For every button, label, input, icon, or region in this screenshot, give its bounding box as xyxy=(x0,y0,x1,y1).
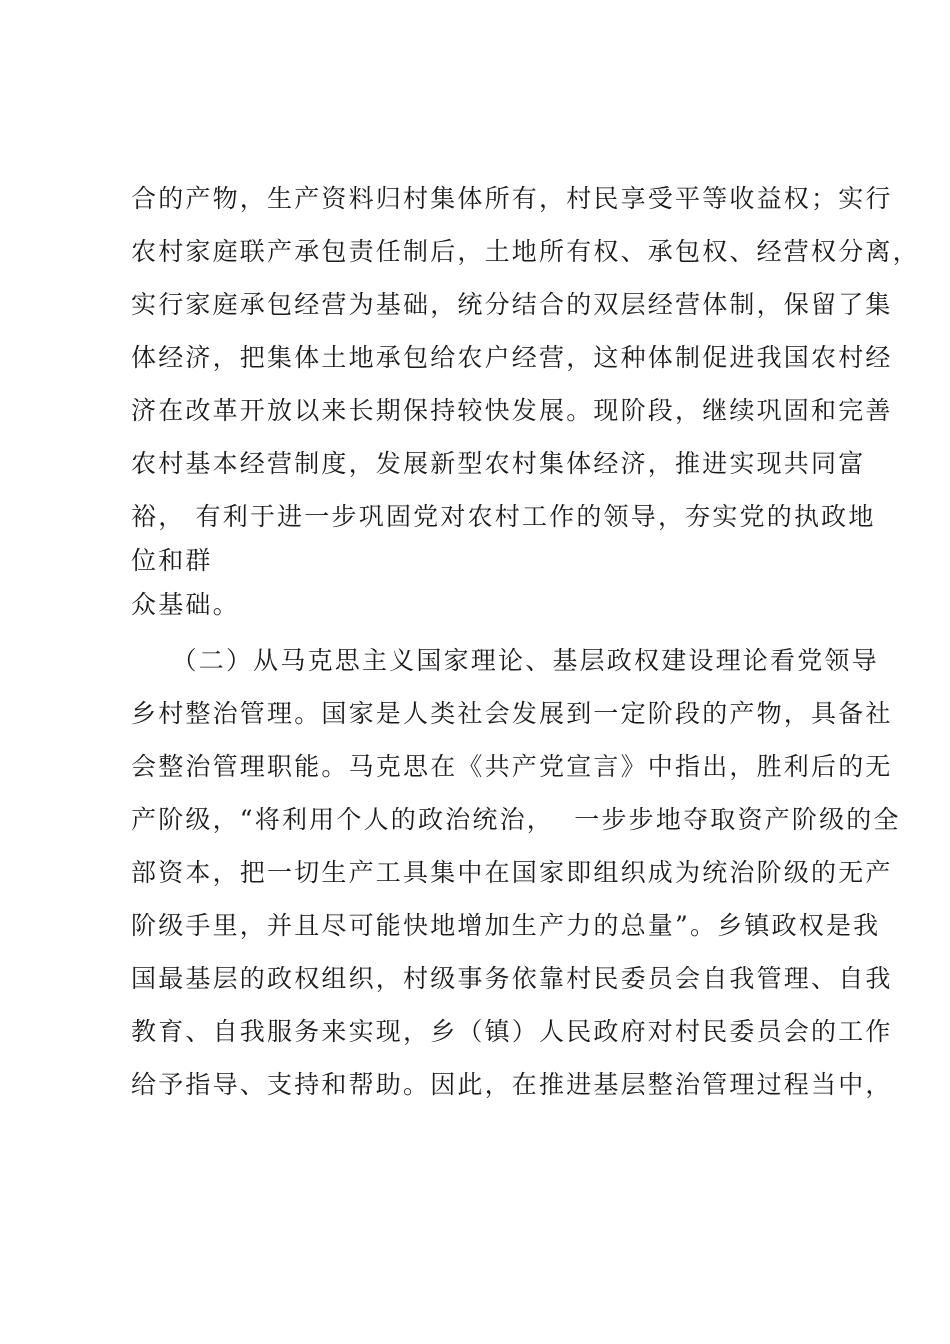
text-line: 部资本，把一切生产工具集中在国家即组织成为统治阶级的无产 xyxy=(131,858,893,887)
text-line: 阶级手里，并且尽可能快地增加生产力的总量”。乡镇政权是我 xyxy=(131,911,881,940)
text-line: 产阶级，“将利用个人的政治统治， 一步步地夺取资产阶级的全 xyxy=(131,805,901,834)
text-line: 众基础。 xyxy=(131,590,240,619)
text-line: 教育、自我服务来实现，乡（镇）人民政府对村民委员会的工作 xyxy=(131,1017,893,1046)
text-line: 国最基层的政权组织，村级事务依靠村民委员会自我管理、自我 xyxy=(131,964,893,993)
text-line: 会整治管理职能。马克思在《共产党宣言》中指出，胜利后的无 xyxy=(131,752,893,781)
text-line: 农村家庭联产承包责任制后，土地所有权、承包权、经营权分离， xyxy=(131,237,920,266)
text-line: 裕， 有利于进一步巩固党对农村工作的领导，夯实党的执政地 xyxy=(131,502,876,531)
text-line: 农村基本经营制度，发展新型农村集体经济，推进实现共同富 xyxy=(131,449,866,478)
text-line: 乡村整治管理。国家是人类社会发展到一定阶段的产物，具备社 xyxy=(131,699,893,728)
text-line: 实行家庭承包经营为基础，统分结合的双层经营体制，保留了集 xyxy=(131,290,893,319)
text-line: 位和群 xyxy=(131,546,213,575)
text-line: （二）从马克思主义国家理论、基层政权建设理论看党领导 xyxy=(131,646,879,675)
text-line: 合的产物，生产资料归村集体所有，村民享受平等收益权；实行 xyxy=(131,184,893,213)
text-line: 济在改革开放以来长期保持较快发展。现阶段，继续巩固和完善 xyxy=(131,396,893,425)
text-line: 给予指导、支持和帮助。因此，在推进基层整治管理过程当中， xyxy=(131,1070,893,1099)
text-line: 体经济，把集体土地承包给农户经营，这种体制促进我国农村经 xyxy=(131,343,893,372)
